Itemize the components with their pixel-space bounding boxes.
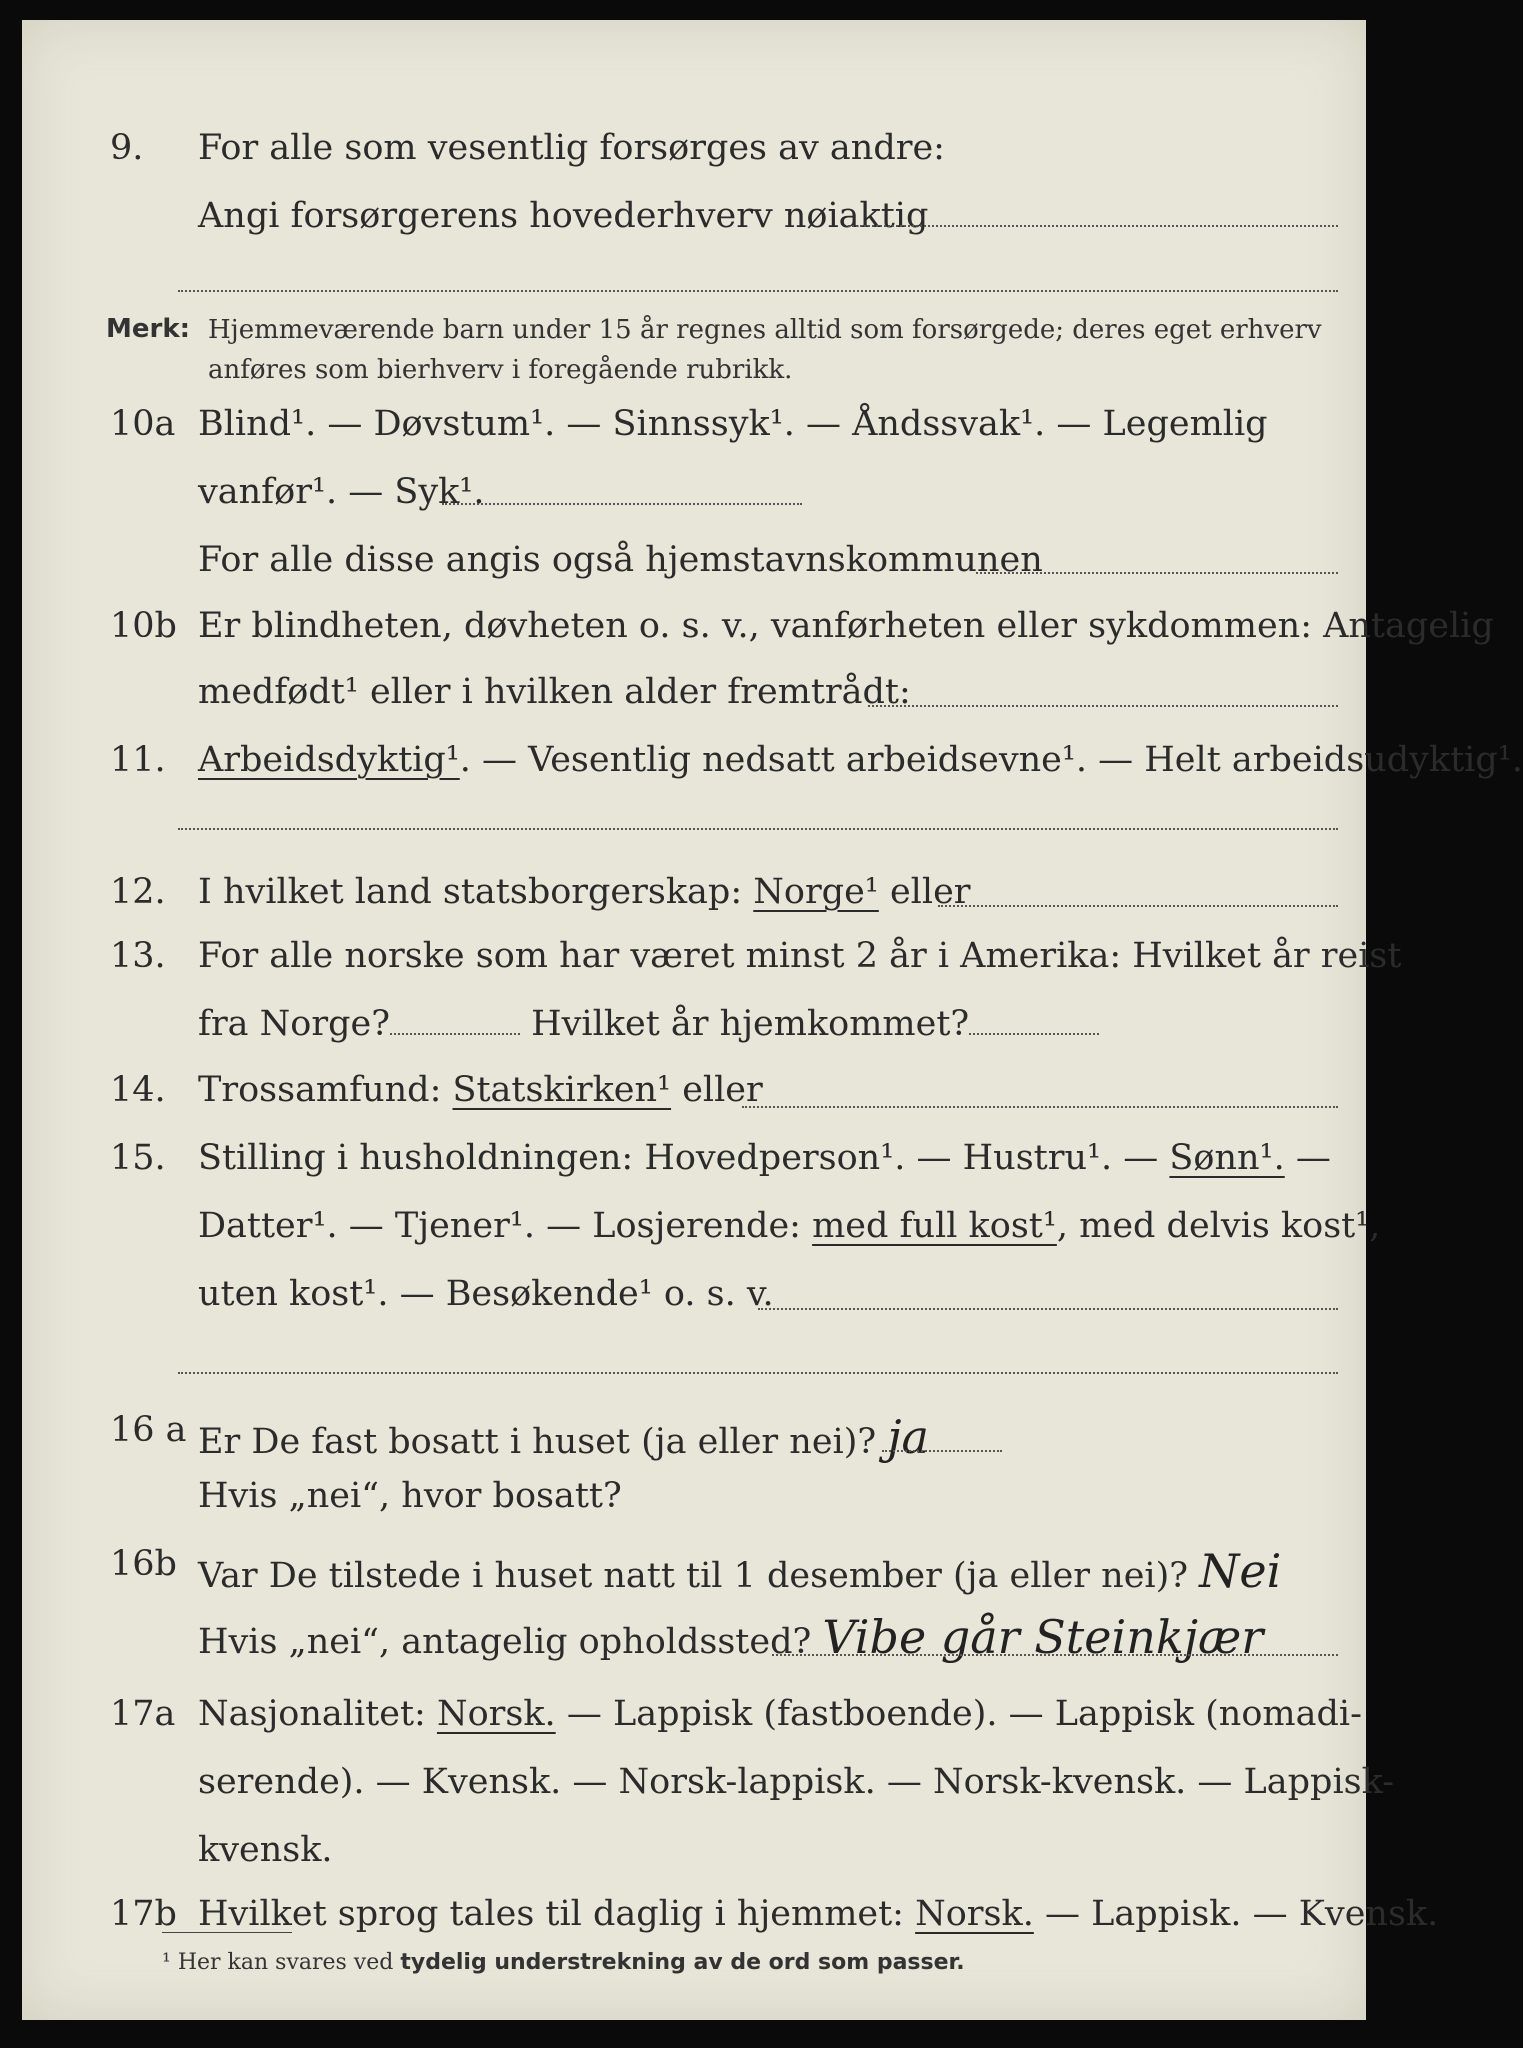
question-number: 16 a	[110, 1410, 187, 1450]
answer-field[interactable]	[868, 705, 1338, 707]
question-number: 10a	[110, 404, 176, 444]
handwritten-answer: Nei	[1199, 1544, 1282, 1598]
answer-field[interactable]	[969, 1032, 1099, 1035]
question-text: uten kost¹. — Besøkende¹ o. s. v.	[198, 1274, 774, 1314]
question-text: serende). — Kvensk. — Norsk-lappisk. — Norsk-kvensk. — Lappisk-	[198, 1762, 1395, 1802]
question-number: 17a	[110, 1694, 176, 1734]
question-text: Er blindheten, døvheten o. s. v., vanførheten eller sykdommen: Antagelig	[198, 606, 1494, 646]
note-line: Hjemmeværende barn under 15 år regnes alltid som forsørgede; deres eget erhverv	[208, 315, 1322, 345]
question-prompt: Nasjonalitet:	[198, 1694, 426, 1734]
option-text: —	[1295, 1138, 1331, 1178]
handwritten-answer: ja	[887, 1410, 929, 1464]
option-text: — Lappisk (fastboende). — Lappisk (nomadi-	[566, 1694, 1362, 1734]
question-prompt: Hvilket år hjemkommet?	[531, 1004, 970, 1044]
question-number: 16b	[110, 1544, 177, 1584]
selected-option: Norsk.	[436, 1694, 556, 1734]
answer-field[interactable]	[390, 1032, 520, 1035]
option-text: Datter¹. — Tjener¹. — Losjerende:	[198, 1206, 801, 1246]
option-text: . — Vesentlig nedsatt arbeidsevne¹. — Helt arbeidsudyktig¹.	[459, 740, 1523, 780]
answer-field[interactable]	[442, 503, 802, 505]
footnote-emphasis: tydelig understrekning av de ord som passer.	[400, 1950, 965, 1975]
census-form-page	[22, 20, 1523, 2020]
question-prompt: I hvilket land statsborgerskap:	[198, 872, 743, 912]
footnote-text: Her kan svares ved	[177, 1950, 394, 1975]
handwritten-answer: Vibe går Steinkjær	[822, 1610, 1264, 1664]
selected-option: Norsk.	[915, 1894, 1034, 1934]
option-text: eller	[889, 872, 971, 912]
answer-field[interactable]	[938, 905, 1338, 907]
question-number: 15.	[110, 1138, 166, 1178]
answer-field[interactable]	[882, 1450, 1002, 1452]
question-prompt: fra Norge?	[198, 1004, 390, 1044]
question-text: Blind¹. — Døvstum¹. — Sinnssyk¹. — Åndssvak¹. — Legemlig	[198, 404, 1268, 444]
answer-field[interactable]	[758, 1308, 1338, 1310]
footnote	[162, 1950, 965, 1975]
selected-option: Sønn¹.	[1169, 1138, 1285, 1178]
answer-field[interactable]	[178, 290, 1338, 292]
question-text: For alle disse angis også hjemstavnskommunen	[198, 540, 1043, 580]
option-text: , med delvis kost¹,	[1056, 1206, 1381, 1246]
selected-option: med full kost¹	[812, 1206, 1057, 1246]
option-text: eller	[682, 1070, 763, 1110]
option-text: — Lappisk. — Kvensk.	[1044, 1894, 1439, 1934]
question-text	[198, 1206, 1380, 1246]
answer-field[interactable]	[772, 1654, 1338, 1656]
question-text	[198, 740, 1523, 780]
question-number: 13.	[110, 936, 166, 976]
question-number: 12.	[110, 872, 166, 912]
question-text: Hvis „nei“, hvor bosatt?	[198, 1476, 622, 1516]
note-label: Merk:	[106, 314, 191, 344]
note-text	[208, 310, 1322, 390]
question-text: medfødt¹ eller i hvilken alder fremtrådt:	[198, 672, 911, 712]
question-text	[198, 1138, 1331, 1178]
question-text	[198, 1894, 1438, 1934]
answer-field[interactable]	[178, 1372, 1338, 1374]
footnote-rule	[162, 1932, 292, 1933]
question-prompt: Er De fast bosatt i huset (ja eller nei)?	[198, 1422, 877, 1462]
question-prompt: Var De tilstede i huset natt til 1 desember (ja eller nei)?	[198, 1556, 1189, 1596]
note-line: anføres som bierhverv i foregående rubrikk.	[208, 355, 793, 385]
question-text: vanfør¹. — Syk¹.	[198, 472, 485, 512]
question-prompt: Hvis „nei“, antagelig opholdssted?	[198, 1622, 812, 1662]
question-number: 9.	[110, 128, 144, 168]
question-number: 17b	[110, 1894, 177, 1934]
selected-option: Norge¹	[753, 872, 879, 912]
option-text: Stilling i husholdningen: Hovedperson¹. — Hustru¹. —	[198, 1138, 1159, 1178]
question-text: kvensk.	[198, 1830, 333, 1870]
question-text	[198, 1004, 1099, 1044]
question-number: 14.	[110, 1070, 166, 1110]
question-number: 10b	[110, 606, 177, 646]
question-text	[198, 1070, 763, 1110]
answer-field[interactable]	[742, 1106, 1338, 1108]
question-number: 11.	[110, 740, 166, 780]
question-text	[198, 1410, 929, 1464]
answer-field[interactable]	[976, 572, 1338, 574]
question-text: For alle norske som har været minst 2 år i Amerika: Hvilket år reist	[198, 936, 1402, 976]
selected-option: Arbeidsdyktig¹	[198, 740, 460, 780]
question-text	[198, 1694, 1362, 1734]
question-text: For alle som vesentlig forsørges av andre:	[198, 128, 945, 168]
question-prompt: Trossamfund:	[198, 1070, 442, 1110]
answer-field[interactable]	[178, 828, 1338, 830]
footnote-marker: ¹	[162, 1950, 171, 1975]
selected-option: Statskirken¹	[452, 1070, 672, 1110]
question-prompt: Hvilket sprog tales til daglig i hjemmet:	[198, 1894, 904, 1934]
question-text	[198, 872, 971, 912]
question-text: Angi forsørgerens hovederhverv nøiaktig	[198, 196, 929, 236]
answer-field[interactable]	[848, 225, 1338, 227]
question-text	[198, 1544, 1281, 1598]
